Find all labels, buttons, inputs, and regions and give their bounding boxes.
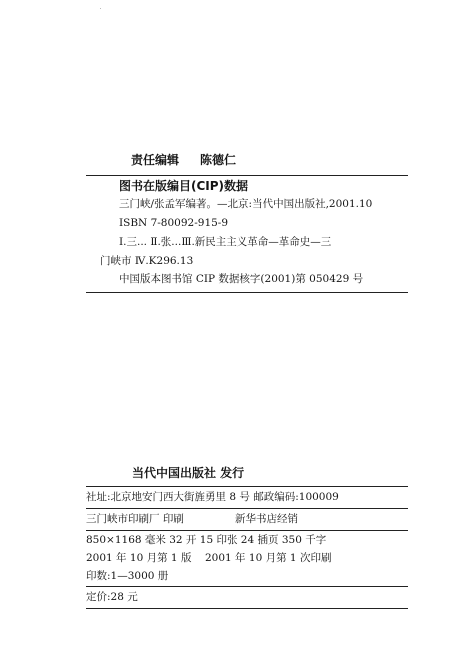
print-run: 印数:1—3000 册 (86, 570, 169, 582)
distributor: 新华书店经销 (235, 513, 298, 525)
bottom-rule (86, 608, 408, 609)
editor-label: 责任编辑 (131, 153, 180, 167)
printer-line: 三门峡市印刷厂 印刷 (86, 513, 184, 525)
cip-entry-line: 三门峡/张孟军编著。—北京:当代中国出版社,2001.10 (119, 198, 373, 210)
rule-after-address (86, 508, 408, 509)
cip-top-rule (86, 175, 408, 176)
cip-subjects-line2: 门峡市 Ⅳ.K296.13 (100, 255, 194, 267)
editor-name: 陈德仁 (200, 153, 237, 167)
printing-info: 2001 年 10 月第 1 次印刷 (205, 552, 332, 564)
format-spec: 850×1168 毫米 32 开 15 印张 24 插页 350 千字 (86, 534, 327, 546)
rule-after-printer (86, 530, 408, 531)
cip-record-number: 中国版本图书馆 CIP 数据核字(2001)第 050429 号 (119, 273, 364, 285)
rule-after-print-run (86, 586, 408, 587)
edition-info: 2001 年 10 月第 1 版 (86, 552, 192, 564)
cip-isbn: ISBN 7-80092-915-9 (119, 217, 229, 229)
cip-heading: 图书在版编目(CIP)数据 (119, 179, 249, 193)
scan-speck (100, 8, 101, 9)
cip-subjects-line1: Ⅰ.三... Ⅱ.张...Ⅲ.新民主主义革命—革命史—三 (119, 236, 332, 248)
cip-bottom-rule (86, 292, 408, 293)
price: 定价:28 元 (86, 591, 138, 603)
publisher-top-rule (86, 486, 408, 487)
publisher-address: 社址:北京地安门西大街旌勇里 8 号 邮政编码:100009 (86, 491, 339, 503)
publisher-title: 当代中国出版社 发行 (132, 466, 245, 480)
